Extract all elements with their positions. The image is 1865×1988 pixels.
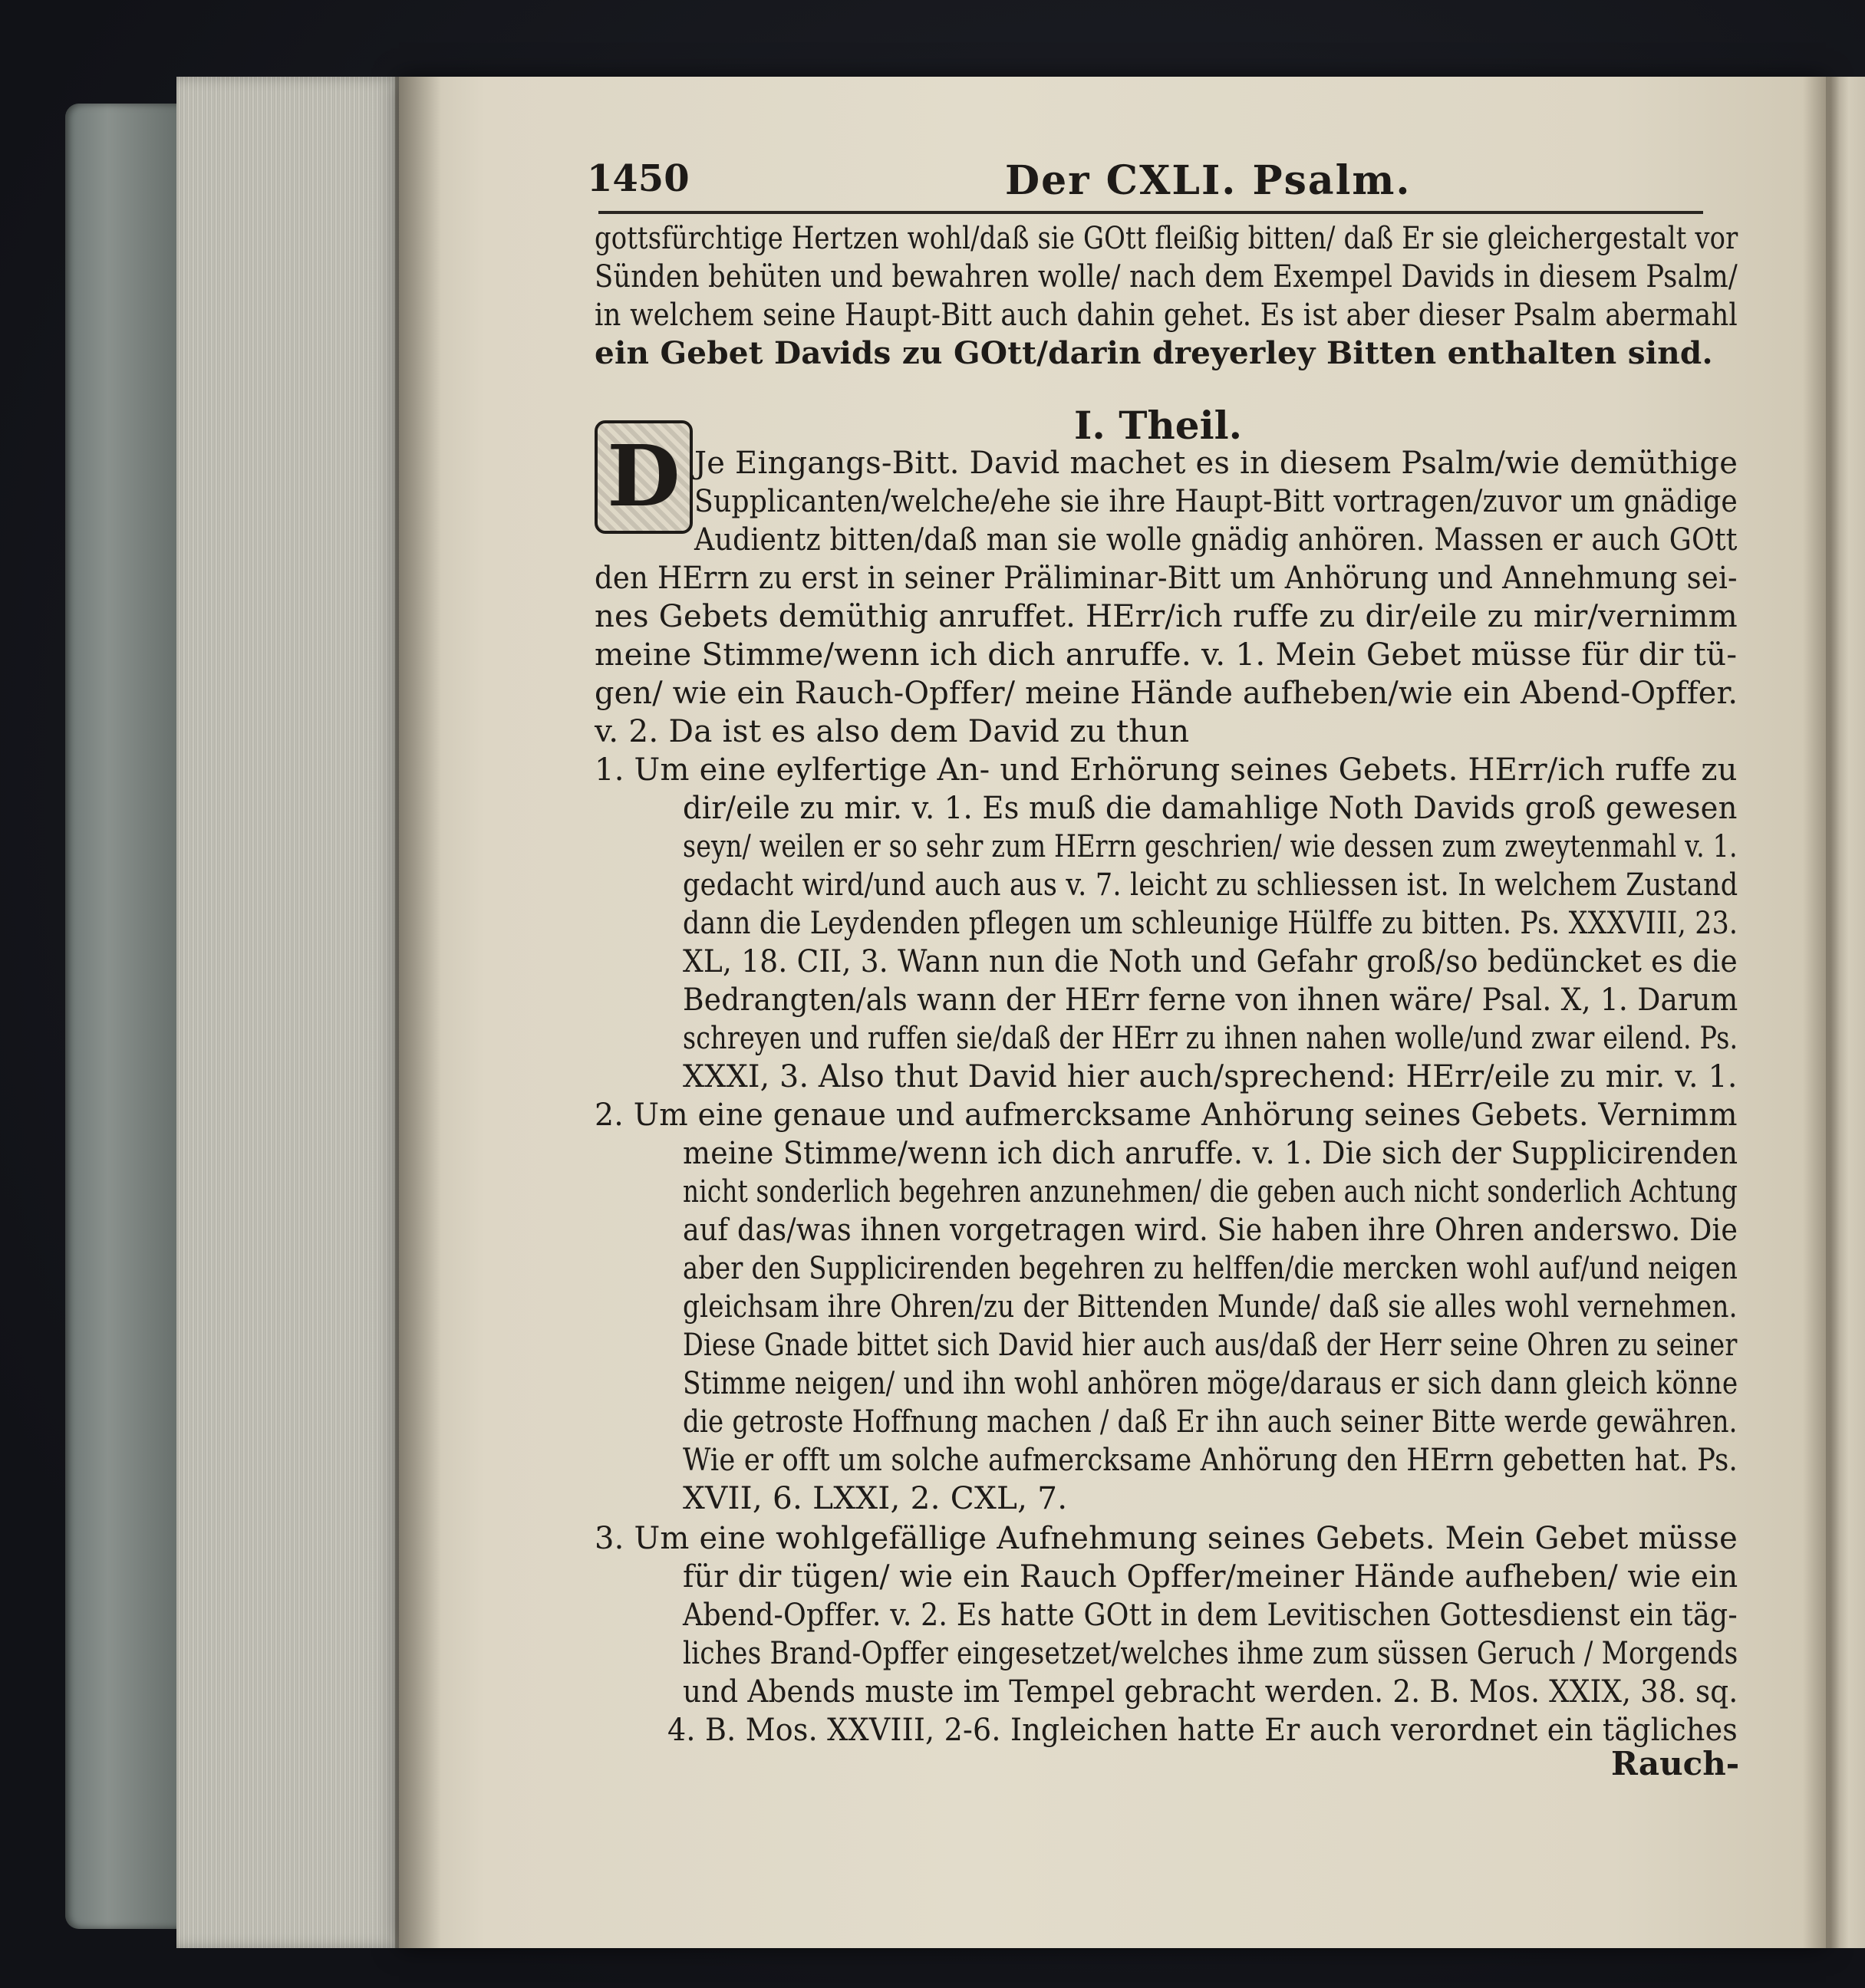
text-line: nes Gebets demüthig anruffet. HErr/ich ruffe zu dir/eile zu mir/vernimm [595,597,1738,634]
text-line: Je Eingangs-Bitt. David machet es in diesem Psalm/wie demüthige [694,444,1738,481]
text-line: die getroste Hoffnung machen / daß Er ihn auch seiner Bitte werde gewähren. [683,1403,1738,1440]
text-line: Diese Gnade bittet sich David hier auch aus/daß der Herr seine Ohren zu seiner [683,1326,1738,1363]
header-rule [598,211,1703,214]
page-edges [176,77,414,1948]
text-line: in welchem seine Haupt-Bitt auch dahin gehet. Es ist aber dieser Psalm abermahl [595,296,1738,333]
gutter-shadow [1803,77,1849,1948]
section-heading: I. Theil. [1074,403,1242,448]
text-line: nicht sonderlich begehren anzunehmen/ die geben auch nicht sonderlich Achtung [683,1173,1738,1210]
catchword: Rauch- [1611,1745,1740,1782]
text-line: 3. Um eine wohlgefällige Aufnehmung seines Gebets. Mein Gebet müsse [595,1519,1738,1556]
text-line: gleichsam ihre Ohren/zu der Bittenden Munde/ daß sie alles wohl vernehmen. [683,1288,1738,1325]
text-line: aber den Supplicirenden begehren zu helffen/die mercken wohl auf/und neigen [683,1249,1738,1286]
text-line: auf das/was ihnen vorgetragen wird. Sie haben ihre Ohren anderswo. Die [683,1211,1738,1248]
text-line: XXXI, 3. Also thut David hier auch/sprechend: HErr/eile zu mir. v. 1. [683,1058,1738,1094]
text-line: Sünden behüten und bewahren wolle/ nach dem Exempel Davids in diesem Psalm/ [595,258,1738,295]
text-line: ein Gebet Davids zu GOtt/darin dreyerley Bitten enthalten sind. [595,334,1713,371]
text-line: meine Stimme/wenn ich dich anruffe. v. 1. Die sich der Supplicirenden [683,1134,1738,1171]
page-shadow [395,77,441,1948]
text-line: schreyen und ruffen sie/daß der HErr zu ihnen nahen wolle/und zwar eilend. Ps. [683,1019,1738,1056]
page-number: 1450 [587,157,690,200]
text-line: XVII, 6. LXXI, 2. CXL, 7. [683,1479,1068,1516]
text-line: seyn/ weilen er so sehr zum HErrn geschrien/ wie dessen zum zweytenmahl v. 1. [683,828,1738,864]
text-line: und Abends muste im Tempel gebracht werden. 2. B. Mos. XXIX, 38. sq. [683,1673,1738,1710]
text-line: Supplicanten/welche/ehe sie ihre Haupt-Bitt vortragen/zuvor um gnädige [694,482,1738,519]
text-line: meine Stimme/wenn ich dich anruffe. v. 1. Mein Gebet müsse für dir tü- [595,636,1738,673]
text-line: Stimme neigen/ und ihn wohl anhören möge/daraus er sich dann gleich könne [683,1364,1738,1401]
text-line: dir/eile zu mir. v. 1. Es muß die damahlige Noth Davids groß gewesen [683,789,1738,826]
text-line: dann die Leydenden pflegen um schleunige Hülffe zu bitten. Ps. XXXVIII, 23. [683,904,1738,941]
text-line: 2. Um eine genaue und aufmercksame Anhörung seines Gebets. Vernimm [595,1096,1738,1133]
text-line: gen/ wie ein Rauch-Opffer/ meine Hände aufheben/wie ein Abend-Opffer. [595,674,1738,711]
text-line: den HErrn zu erst in seiner Präliminar-Bitt um Anhörung und Annehmung sei- [595,559,1738,596]
text-line: 1. Um eine eylfertige An- und Erhörung seines Gebets. HErr/ich ruffe zu [595,751,1738,788]
text-line: gedacht wird/und auch aus v. 7. leicht zu schliessen ist. In welchem Zustand [683,866,1738,903]
running-title: Der CXLI. Psalm. [1005,157,1412,204]
text-line: Audientz bitten/daß man sie wolle gnädig anhören. Massen er auch GOtt [694,521,1738,558]
text-line: XL, 18. CII, 3. Wann nun die Noth und Gefahr groß/so bedüncket es die [683,943,1738,979]
text-line: 4. B. Mos. XXVIII, 2-6. Ingleichen hatte Er auch verordnet ein tägliches [667,1711,1738,1748]
text-line: v. 2. Da ist es also dem David zu thun [595,713,1190,749]
text-line: Bedrangten/als wann der HErr ferne von ihnen wäre/ Psal. X, 1. Darum [683,981,1738,1018]
text-line: gottsfürchtige Hertzen wohl/daß sie GOtt fleißig bitten/ daß Er sie gleichergestalt vor [595,219,1738,256]
text-line: für dir tügen/ wie ein Rauch Opffer/meiner Hände aufheben/ wie ein [683,1558,1738,1595]
text-line: liches Brand-Opffer eingesetzet/welches ihme zum süssen Geruch / Morgends [683,1634,1738,1671]
drop-cap: D [595,420,693,534]
text-line: Wie er offt um solche aufmercksame Anhörung den HErrn gebetten hat. Ps. [683,1441,1738,1478]
text-line: Abend-Opffer. v. 2. Es hatte GOtt in dem Levitischen Gottesdienst ein täg- [683,1596,1738,1633]
